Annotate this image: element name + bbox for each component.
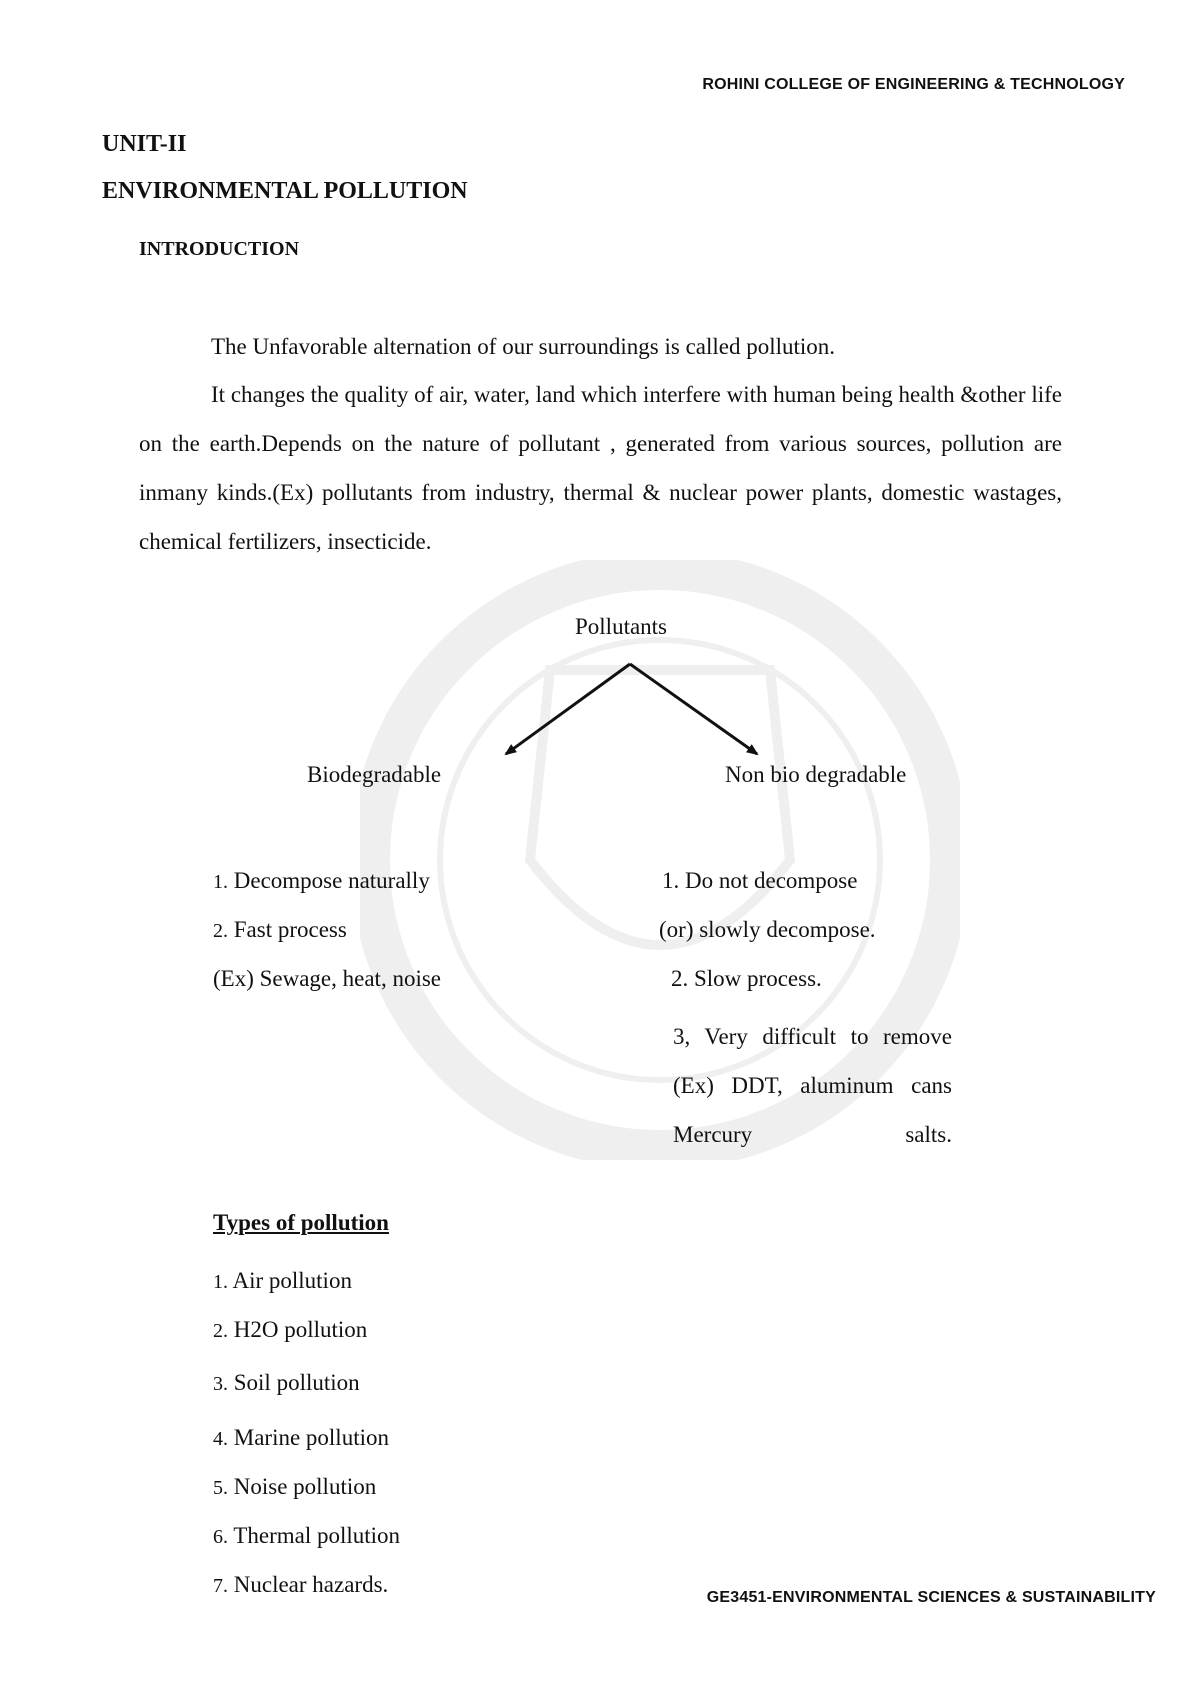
diagram-root-label: Pollutants [575,614,668,639]
types-list-item: 6. Thermal pollution [213,1523,401,1548]
bio-item-2: 2. Fast process [213,917,347,942]
nonbio-line-2: (or) slowly decompose. [659,917,876,942]
diagram-left-label: Biodegradable [307,762,442,787]
chapter-title: ENVIRONMENTAL POLLUTION [102,178,468,204]
types-list-item: 4. Marine pollution [213,1425,389,1450]
intro-paragraph-1: The Unfavorable alternation of our surroundings is called pollution. [211,334,836,359]
nonbio-line-4: 3, Very difficult to remove (Ex) DDT, aluminum cans Mercury salts. [673,1024,952,1147]
section-title: INTRODUCTION [139,238,300,260]
types-list-item: 5. Noise pollution [213,1474,377,1499]
arrow-to-non-biodegradable [630,664,757,754]
types-list-item: 7. Nuclear hazards. [213,1572,389,1597]
page-footer: GE3451-ENVIRONMENTAL SCIENCES & SUSTAINABILITY [706,1589,1156,1606]
bio-example: (Ex) Sewage, heat, noise [213,966,442,991]
nonbio-line-1: 1. Do not decompose [662,868,858,893]
diagram-right-label: Non bio degradable [725,762,907,787]
types-heading: Types of pollution [213,1210,389,1235]
intro-paragraph-2: It changes the quality of air, water, land which interfere with human being health &other life on the earth.Depends on the nature of pollutant , generated from various sources, pollution are inmany kinds.(Ex) pollutants from industry, thermal & nuclear power plants, domestic wastages, chemical fertilizers, insecticide. [139,382,1062,554]
types-list-item: 1. Air pollution [213,1268,352,1293]
arrow-to-biodegradable [506,664,630,754]
unit-label: UNIT-II [102,131,187,157]
types-list-item: 3. Soil pollution [213,1370,360,1395]
types-list-item: 2. H2O pollution [213,1317,368,1342]
bio-item-1: 1. Decompose naturally [213,868,430,893]
page-header: ROHINI COLLEGE OF ENGINEERING & TECHNOLOGY [702,76,1125,93]
nonbio-line-3: 2. Slow process. [671,966,822,991]
